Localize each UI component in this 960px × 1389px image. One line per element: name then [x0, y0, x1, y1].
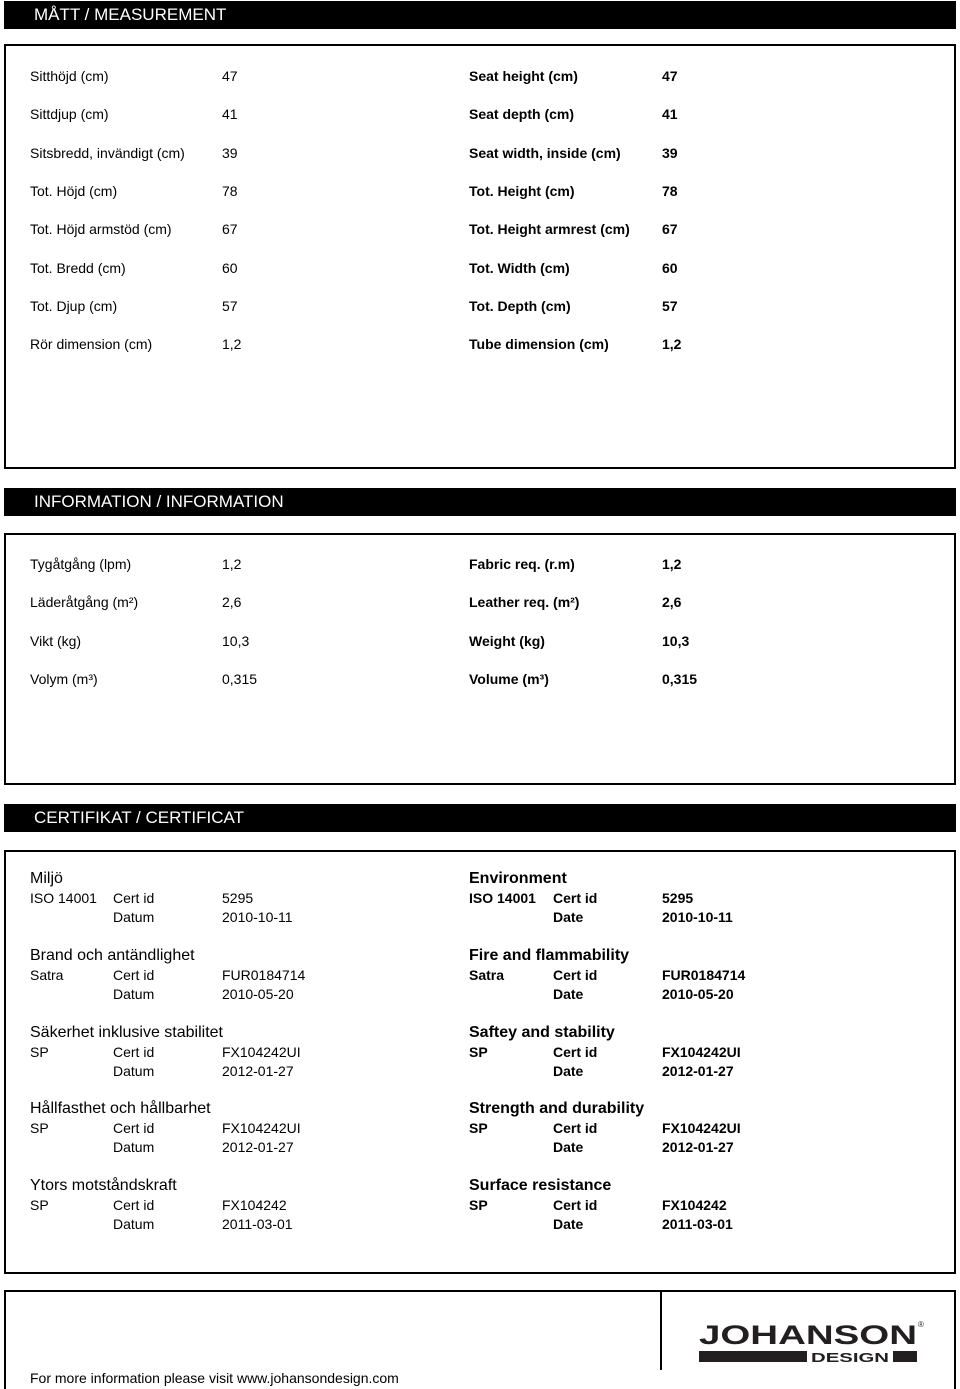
cert-id-label-en: Cert id	[553, 966, 598, 983]
certificat-header: CERTIFIKAT / CERTIFICAT	[4, 804, 956, 832]
information-value-sv: 10,3	[222, 632, 250, 649]
cert-id-value-en: 5295	[662, 890, 694, 906]
information-label-en: Leather req. (m²)	[469, 594, 580, 611]
cert-org-en: SP	[469, 1043, 488, 1060]
cert-title-sv: Brand och antändlighet	[30, 946, 195, 964]
cert-date-value-sv: 2010-05-20	[222, 985, 294, 1002]
measurement-header: MÅTT / MEASUREMENT	[4, 1, 956, 29]
information-label-en: Volume (m³)	[469, 670, 549, 687]
cert-title-sv: Säkerhet inklusive stabilitet	[30, 1023, 223, 1041]
logo-bar-left	[699, 1351, 807, 1362]
logo-bar-right	[893, 1351, 917, 1362]
cert-date-value-sv: 2012-01-27	[222, 1139, 294, 1156]
measurement-label-sv: Rör dimension (cm)	[30, 336, 153, 353]
cert-id-label-en: Cert id	[553, 1043, 598, 1060]
cert-id-value-sv: FX104242UI	[222, 1120, 301, 1137]
information-value-en: 10,3	[662, 632, 690, 649]
information-label-sv: Vikt (kg)	[30, 632, 82, 649]
cert-date-label-sv: Datum	[113, 1139, 155, 1156]
cert-id-label-sv: Cert id	[113, 1197, 155, 1214]
measurement-value-en: 41	[662, 106, 678, 123]
cert-id-value-en: FX104242UI	[662, 1120, 741, 1137]
footer-link-text: For more information please visit www.johansondesign.com	[30, 1370, 399, 1386]
measurement-value-en: 57	[662, 297, 678, 314]
cert-org-en: Satra	[469, 966, 505, 983]
cert-date-label-en: Date	[553, 1139, 584, 1156]
measurement-label-en: Tot. Height (cm)	[469, 182, 575, 199]
cert-title-en: Environment	[469, 870, 567, 887]
cert-id-value-sv: FX104242	[222, 1197, 287, 1214]
cert-org-sv: SP	[30, 1197, 49, 1214]
measurement-value-sv: 41	[222, 106, 238, 123]
measurement-label-sv: Sitthöjd (cm)	[30, 68, 109, 84]
measurement-value-sv: 39	[222, 144, 238, 161]
measurement-value-en: 1,2	[662, 336, 682, 353]
cert-title-en: Saftey and stability	[469, 1023, 615, 1041]
cert-id-value-sv: 5295	[222, 890, 254, 906]
measurement-label-en: Seat width, inside (cm)	[469, 144, 621, 161]
measurement-value-sv: 1,2	[222, 336, 242, 353]
cert-date-label-sv: Datum	[113, 985, 155, 1002]
cert-date-value-en: 2012-01-27	[662, 1062, 734, 1079]
information-header: INFORMATION / INFORMATION	[4, 488, 956, 516]
measurement-label-en: Tot. Height armrest (cm)	[469, 221, 630, 238]
cert-id-value-sv: FUR0184714	[222, 966, 306, 983]
measurement-label-en: Tot. Width (cm)	[469, 259, 570, 276]
logo-sub-text: DESIGN	[811, 1350, 889, 1365]
measurement-label-sv: Sitsbredd, invändigt (cm)	[30, 144, 185, 161]
cert-date-value-sv: 2011-03-01	[222, 1216, 293, 1233]
cert-date-value-en: 2012-01-27	[662, 1139, 734, 1156]
cert-date-value-en: 2010-10-11	[662, 909, 733, 925]
cert-title-en: Surface resistance	[469, 1177, 612, 1195]
cert-id-label-sv: Cert id	[113, 1043, 155, 1060]
information-label-sv: Läderåtgång (m²)	[30, 594, 139, 611]
information-label-sv: Tygåtgång (lpm)	[30, 556, 132, 572]
measurement-value-sv: 78	[222, 182, 238, 199]
measurement-label-en: Tube dimension (cm)	[469, 336, 609, 353]
measurement-value-en: 78	[662, 182, 678, 199]
measurement-label-sv: Tot. Höjd armstöd (cm)	[30, 221, 172, 238]
cert-id-value-en: FUR0184714	[662, 966, 746, 983]
footer-divider	[660, 1291, 662, 1370]
cert-date-label-en: Date	[553, 1062, 584, 1079]
measurement-value-sv: 67	[222, 221, 238, 238]
cert-id-label-en: Cert id	[553, 1120, 598, 1137]
cert-id-label-en: Cert id	[553, 890, 598, 906]
information-value-sv: 0,315	[222, 670, 258, 687]
cert-title-sv: Ytors motståndskraft	[30, 1177, 177, 1195]
cert-id-label-sv: Cert id	[113, 890, 155, 906]
cert-date-label-en: Date	[553, 985, 584, 1002]
cert-date-label-sv: Datum	[113, 909, 155, 925]
logo-brand-text: JOHANSON	[699, 1320, 917, 1350]
measurement-label-sv: Sittdjup (cm)	[30, 106, 109, 123]
information-label-sv: Volym (m³)	[30, 670, 98, 687]
information-label-en: Fabric req. (r.m)	[469, 556, 575, 572]
measurement-value-en: 47	[662, 68, 678, 84]
cert-id-label-en: Cert id	[553, 1197, 598, 1214]
cert-date-label-sv: Datum	[113, 1062, 155, 1079]
cert-org-sv: SP	[30, 1120, 49, 1137]
johanson-design-logo	[697, 1318, 927, 1368]
cert-org-sv: ISO 14001	[30, 890, 97, 906]
cert-id-label-sv: Cert id	[113, 1120, 155, 1137]
cert-title-sv: Hållfasthet och hållbarhet	[30, 1100, 211, 1118]
cert-date-value-sv: 2012-01-27	[222, 1062, 294, 1079]
cert-org-sv: Satra	[30, 966, 64, 983]
information-value-en: 2,6	[662, 594, 682, 611]
cert-date-value-sv: 2010-10-11	[222, 909, 293, 925]
cert-title-en: Strength and durability	[469, 1100, 645, 1118]
measurement-value-sv: 60	[222, 259, 238, 276]
measurement-label-en: Tot. Depth (cm)	[469, 297, 571, 314]
cert-date-value-en: 2010-05-20	[662, 985, 734, 1002]
cert-org-en: ISO 14001	[469, 890, 536, 906]
cert-date-label-en: Date	[553, 909, 584, 925]
measurement-label-en: Seat height (cm)	[469, 68, 578, 84]
measurement-value-sv: 47	[222, 68, 238, 84]
information-value-en: 0,315	[662, 670, 698, 687]
measurement-label-en: Seat depth (cm)	[469, 106, 575, 123]
cert-id-value-en: FX104242	[662, 1197, 727, 1214]
cert-id-label-sv: Cert id	[113, 966, 155, 983]
cert-title-en: Fire and flammability	[469, 946, 630, 964]
cert-id-value-en: FX104242UI	[662, 1043, 741, 1060]
cert-date-value-en: 2011-03-01	[662, 1216, 733, 1233]
measurement-label-sv: Tot. Djup (cm)	[30, 297, 118, 314]
cert-org-en: SP	[469, 1197, 488, 1214]
measurement-value-en: 39	[662, 144, 678, 161]
logo-registered-mark: ®	[918, 1320, 924, 1329]
measurement-value-sv: 57	[222, 297, 238, 314]
information-value-sv: 2,6	[222, 594, 242, 611]
cert-id-value-sv: FX104242UI	[222, 1043, 301, 1060]
measurement-value-en: 60	[662, 259, 678, 276]
cert-org-en: SP	[469, 1120, 488, 1137]
cert-org-sv: SP	[30, 1043, 49, 1060]
information-label-en: Weight (kg)	[469, 632, 545, 649]
measurement-value-en: 67	[662, 221, 678, 238]
information-value-sv: 1,2	[222, 556, 242, 572]
measurement-label-sv: Tot. Bredd (cm)	[30, 259, 126, 276]
information-value-en: 1,2	[662, 556, 682, 572]
cert-date-label-en: Date	[553, 1216, 584, 1233]
measurement-label-sv: Tot. Höjd (cm)	[30, 182, 118, 199]
cert-title-sv: Miljö	[30, 870, 63, 887]
cert-date-label-sv: Datum	[113, 1216, 155, 1233]
